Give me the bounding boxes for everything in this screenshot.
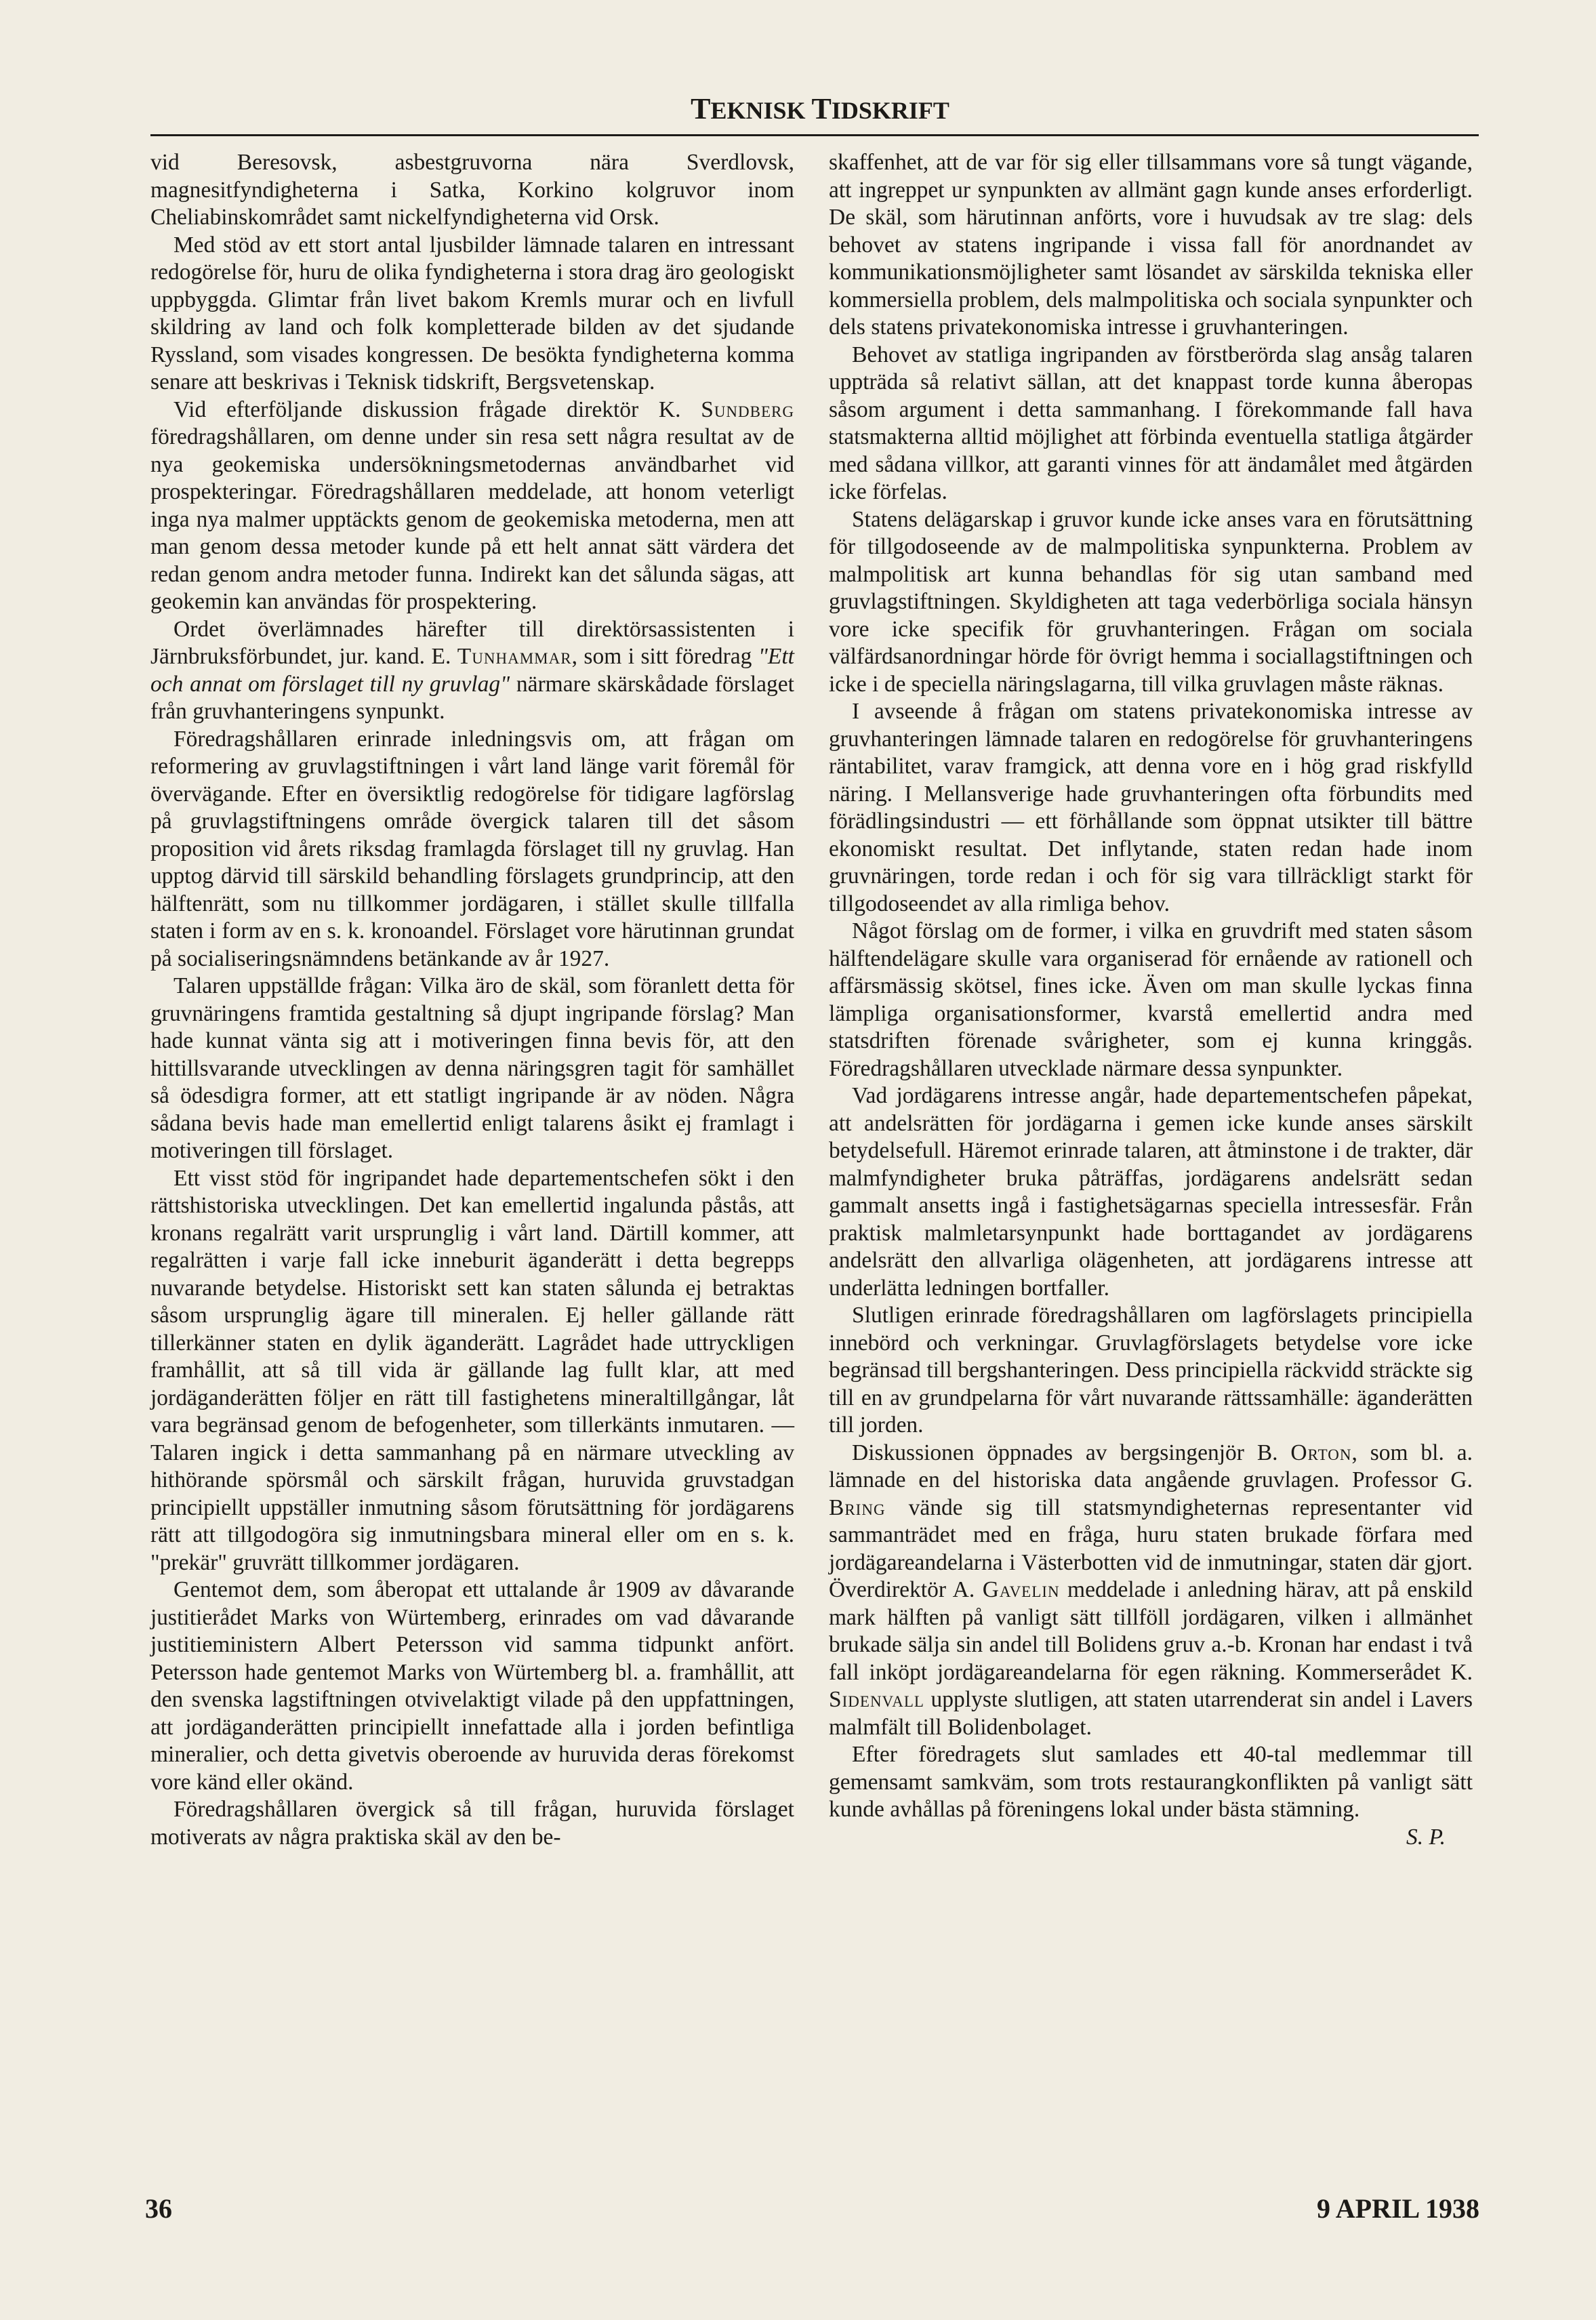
paragraph: Vad jordägarens intresse angår, hade departementschefen påpekat, att andelsrätten för jordägarna i gemen icke kunde anses särskilt betydelsefull. Häremot erinrade talaren, att åtminstone i de trakter, där malmfyndigheter bruka påträffas, jordägarens andelsrätt sedan gammalt ansetts ingå i fastighetsägarnas speciella intressesfär. Från praktisk malmletarsynpunkt hade borttagandet av jordägarens andelsrätt den allvarliga olägenheten, att jordägarens intresse att underlätta ledningen bortfaller. xyxy=(829,1083,1473,1301)
right-column xyxy=(829,149,1473,1851)
paragraph: skaffenhet, att de var för sig eller tillsammans vore så tungt vägande, att ingreppet ur synpunkten av allmänt gagn kunde anses erforderligt. De skäl, som härutinnan anförts, vore i huvudsak av tre slag: dels behovet av statens ingripande i vissa fall för anordnandet av kommunikationsmöjligheter samt lösandet av särskilda tekniska eller kommersiella problem, dels malmpolitiska och sociala synpunkter och dels statens privatekonomiska intresse i gruvhanteringen. xyxy=(829,150,1473,340)
paragraph: Ordet överlämnades härefter till direktörsassistenten i Järnbruksförbundet, jur. kand. E. Tunhammar, som i sitt föredrag "Ett och annat om förslaget till ny gruvlag" närmare skärskådade förslaget från gruvhanteringens synpunkt. xyxy=(150,616,794,724)
paragraph: Slutligen erinrade föredragshållaren om lagförslagets principiella innebörd och verkningar. Gruvlagförslagets betydelse vore icke begränsad till bergshanteringen. Dess principiella räckvidd sträckte sig till en av grundpelarna för vårt nuvarande rättssamhälle: äganderätten till jorden. xyxy=(829,1303,1473,1438)
paragraph: Diskussionen öppnades av bergsingenjör B. Orton, som bl. a. lämnade en del historiska data angående gruvlagen. Professor G. Bring vände sig till statsmyndigheternas representanter vid sammanträdet med en fråga, huru staten brukade förfara med jordägareandelarna i Västerbotten vid de inmutningar, staten där gjort. Överdirektör A. Gavelin meddelade i anledning härav, att på enskild mark hälften på vanligt sätt tillföll jordägaren, vilken i allmänhet brukade sälja sin andel till Bolidens gruv a.-b. Kronan har endast i två fall inköpt jordägareandelarna för egen räkning. Kommerserådet K. Sidenvall upplyste slutligen, att staten utarrenderat sin andel i Lavers malmfält till Bolidenbolaget. xyxy=(829,1440,1473,1740)
person-name: Orton xyxy=(1290,1440,1352,1465)
paragraph: Något förslag om de former, i vilka en gruvdrift med staten såsom hälftendelägare skulle vara organiserad för ernående av rationell och affärsmässig skötsel, fines icke. Även om man skulle lyckas finna lämpliga organisationsformer, kvarstå emellertid andra med statsdriften förenade svårigheter, som ej kunna kringgås. Föredragshållaren utvecklade närmare dessa synpunkter. xyxy=(829,918,1473,1081)
journal-masthead: TEKNISK TIDSKRIFT xyxy=(691,92,949,125)
paragraph: Statens delägarskap i gruvor kunde icke anses vara en förutsättning för tillgodoseende av de malmpolitiska synpunkterna. Problem av malmpolitisk art kunna behandlas för sig utan samband med gruvlagstiftningen. Skyldigheten att taga vederbörliga sociala hänsyn vore icke specifik för gruvhanteringen. Frågan om sociala välfärdsanordningar hörde för övrigt hemma i sociallagstiftningen och icke i de speciella näringslagarna, till vilka gruvlagen måste räknas. xyxy=(829,506,1473,697)
paragraph: Talaren uppställde frågan: Vilka äro de skäl, som föranlett detta för gruvnäringens framtida gestaltning så djupt ingripande förslag? Man hade kunnat vänta sig att i motiveringen finna bevis för, att den hittillsvarande utvecklingen av denna näringsgren tagit för samhället så ödesdigra former, att ett statligt ingripande är av nöden. Några sådana bevis hade man emellertid enligt talarens åsikt ej framlagt i motiveringen till förslaget. xyxy=(150,973,794,1163)
issue-date: 9 APRIL 1938 xyxy=(1316,2193,1479,2224)
paragraph: Med stöd av ett stort antal ljusbilder lämnade talaren en intressant redogörelse för, huru de olika fyndigheterna i stora drag äro geologiskt uppbyggda. Glimtar från livet bakom Kremls murar och en livfull skildring av land och folk kompletterade bilden av det sjudande Ryssland, som visades kongressen. De besökta fyndigheterna komma senare att beskrivas i Teknisk tidskrift, Bergsvetenskap. xyxy=(150,232,794,394)
lecture-title: "Ett och annat om förslaget till ny gruvlag" xyxy=(150,644,794,697)
person-name: Sidenvall xyxy=(829,1687,924,1712)
person-name: Sundberg xyxy=(701,396,794,422)
person-name: Bring xyxy=(829,1494,886,1520)
paragraph: Gentemot dem, som åberopat ett uttalande år 1909 av dåvarande justitierådet Marks von Würtemberg, erinrades om vad dåvarande justitieministern Albert Petersson vid samma tidpunkt anfört. Petersson hade gentemot Marks von Würtemberg bl. a. framhållit, att den svenska lagstiftningen otvivelaktigt vilade på den uppfattningen, att jordäganderätten principiellt innefattade alla i jorden befintliga mineralier, och detta givetvis oberoende av huruvida deras förekomst vore känd eller okänd. xyxy=(150,1577,794,1795)
paragraph: Vid efterföljande diskussion frågade direktör K. Sundberg föredragshållaren, om denne under sin resa sett några resultat av de nya geokemiska undersökningsmetodernas användbarhet vid prospekteringar. Föredragshållaren meddelade, att honom veterligt inga nya malmer upptäckts genom de geokemiska metoderna, men att man genom dessa metoder kunde på ett helt annat sätt värdera det redan genom andra metoder funna. Indirekt kan det sålunda sägas, att geokemin kan användas för prospektering. xyxy=(150,396,794,614)
paragraph: vid Beresovsk, asbestgruvorna nära Sverdlovsk, magnesitfyndigheterna i Satka, Korkino kolgruvor inom Cheliabinskområdet samt nickelfyndigheterna vid Orsk. xyxy=(150,150,794,230)
page-number: 36 xyxy=(145,2193,172,2224)
paragraph: Behovet av statliga ingripanden av förstberörda slag ansåg talaren uppträda så relativt sällan, att det knappast torde kunna åberopas såsom argument i detta sammanhang. I förekommande fall hava statsmakterna alltid möjlighet att förbinda eventuella statliga åtgärder med sådana villkor, att garanti vinnes för att ändamålet med åtgärden icke förfelas. xyxy=(829,342,1473,504)
person-name: Gavelin xyxy=(982,1577,1060,1602)
paragraph: Ett visst stöd för ingripandet hade departementschefen sökt i den rättshistoriska utvecklingen. Det kan emellertid ingalunda påstås, att kronans regalrätt varit ursprunglig i vårt land. Därtill kommer, att regalrätten i varje fall icke inneburit äganderätt i detta begrepps nuvarande betydelse. Historiskt sett kan staten sålunda ej betraktas såsom ursprunglig ägare till mineralen. Ej heller gällande rätt tillerkänner staten en dylik äganderätt. Lagrådet hade uttryckligen framhållit, att så till vida är gällande lag fullt klar, att med jordäganderätten följer en rätt till fastighetens mineraltillgångar, låt vara begränsad genom de befogenheter, som tillerkänts inmutaren. — Talaren ingick i detta sammanhang på en närmare utveckling av hithörande spörsmål och särskilt frågan, huruvida gruvstadgan principiellt uppställer inmutning såsom förutsättning för jordägarens rätt att tillgodogöra sig inmutningsbara mineral eller om en s. k. "prekär" gruvrätt tillkommer jordägaren. xyxy=(150,1165,794,1575)
paragraph: Föredragshållaren övergick så till frågan, huruvida förslaget motiverats av några praktiska skäl av den be- xyxy=(150,1797,794,1850)
paragraph: Efter föredragets slut samlades ett 40-tal medlemmar till gemensamt samkväm, som trots restaurangkonflikten på vanligt sätt kunde avhållas på föreningens lokal under bästa stämning. xyxy=(829,1742,1473,1822)
header-rule xyxy=(150,134,1479,136)
left-column xyxy=(150,149,794,1851)
paragraph: I avseende å frågan om statens privatekonomiska intresse av gruvhanteringen lämnade talaren en redogörelse för gruvhanteringens räntabilitet, varav framgick, att denna vore en i hög grad riskfylld näring. I Mellansverige hade gruvhanteringen ofta förbundits med förädlingsindustri — ett förhållande som öppnat utsikter till bättre ekonomiskt resultat. Det inflytande, staten redan hade inom gruvnäringen, torde redan i och för sig vara tillräckligt starkt för tillgodoseendet av alla rimliga behov. xyxy=(829,699,1473,916)
person-name: Tunhammar xyxy=(457,644,572,669)
author-signature: S. P. xyxy=(1406,1824,1446,1850)
paragraph: Föredragshållaren erinrade inledningsvis om, att frågan om reformering av gruvlagstiftningen i vårt land länge varit föremål för övervägande. Efter en översiktlig redogörelse för tidigare lagförslag på gruvlagstiftningens område övergick talaren till det såsom proposition vid årets riksdag framlagda förslaget till ny gruvlag. Han upptog därvid till särskild behandling förslagets grundprincip, att den hälftenrätt, som nu tillkommer jordägaren, i stället skulle tillfalla staten i form av en s. k. kronoandel. Förslaget vore härutinnan grundat på socialiseringsnämndens betänkande av år 1927. xyxy=(150,726,794,971)
